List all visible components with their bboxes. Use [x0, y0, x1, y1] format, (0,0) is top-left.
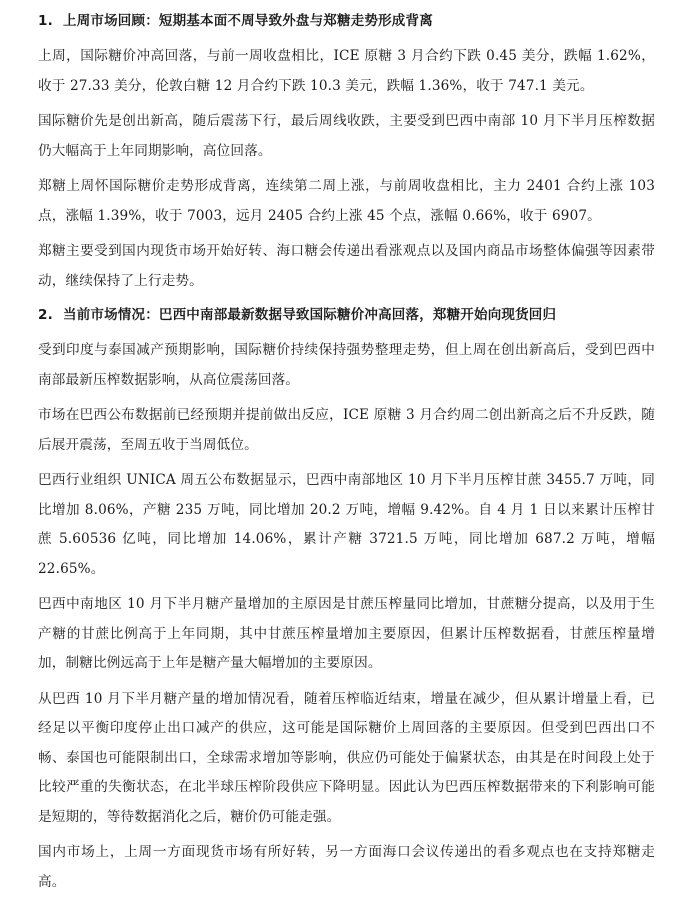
paragraph: 巴西行业组织 UNICA 周五公布数据显示，巴西中南部地区 10 月下半月压榨甘蔗 3455.7 万吨，同比增加 8.06%，产糖 235 万吨，同比增加 20.2 万吨，增幅 9.42%。自 4 月 1 日以来累计压榨甘蔗 5.60536 亿吨，同比增加 14.06%，累计产糖 3721.5 万吨，同比增加 687.2 万吨，增幅 22.65%。	[38, 472, 655, 577]
paragraph: 郑糖主要受到国内现货市场开始好转、海口糖会传递出看涨观点以及国内商品市场整体偏强等因素带动，继续保持了上行走势。	[38, 243, 655, 289]
section-1-title: 上周市场回顾：短期基本面不周导致外盘与郑糖走势形成背离	[63, 13, 433, 29]
paragraph: 国际糖价先是创出新高，随后震荡下行，最后周线收跌，主要受到巴西中南部 10 月下半月压榨数据仍大幅高于上年同期影响，高位回落。	[38, 113, 655, 159]
section-2-number: 2.	[38, 307, 53, 323]
paragraph: 巴西中南地区 10 月下半月糖产量增加的主原因是甘蔗压榨量同比增加，甘蔗糖分提高，以及用于生产糖的甘蔗比例高于上年同期，其中甘蔗压榨量增加主要原因，但累计压榨数据看，甘蔗压榨量增加，制糖比例远高于上年是糖产量大幅增加的主要原因。	[38, 596, 655, 671]
paragraph: 郑糖上周怀国际糖价走势形成背离，连续第二周上涨，与前周收盘相比，主力 2401 合约上涨 103 点，涨幅 1.39%，收于 7003，远月 2405 合约上涨 45 个点，涨幅 0.66%，收于 6907。	[38, 178, 655, 224]
section-1-heading	[38, 8, 655, 34]
section-1-number: 1.	[38, 13, 53, 29]
paragraph: 市场在巴西公布数据前已经预期并提前做出反应，ICE 原糖 3 月合约周二创出新高之后不升反跌，随后展开震荡，至周五收于当周低位。	[38, 407, 655, 453]
paragraph: 从巴西 10 月下半月糖产量的增加情况看，随着压榨临近结束，增量在减少，但从累计增量上看，已经足以平衡印度停止出口减产的供应，这可能是国际糖价上周回落的主要原因。但受到巴西出口不畅、泰国也可能限制出口，全球需求增加等影响，供应仍可能处于偏紧状态，由其是在时间段上处于比较严重的失衡状态，在北半球压榨阶段供应下降明显。因此认为巴西压榨数据带来的下利影响可能是短期的，等待数据消化之后，糖价仍可能走强。	[38, 690, 655, 825]
section-2-title: 当前市场情况：巴西中南部最新数据导致国际糖价冲高回落，郑糖开始向现货回归	[63, 307, 557, 323]
section-2-heading	[38, 302, 655, 328]
paragraph: 国内市场上，上周一方面现货市场有所好转，另一方面海口会议传递出的看多观点也在支持郑糖走高。	[38, 844, 655, 890]
paragraph: 上周，国际糖价冲高回落，与前一周收盘相比，ICE 原糖 3 月合约下跌 0.45 美分，跌幅 1.62%，收于 27.33 美分，伦敦白糖 12 月合约下跌 10.3 美元，跌幅 1.36%，收于 747.1 美元。	[38, 48, 655, 94]
paragraph: 受到印度与泰国减产预期影响，国际糖价持续保持强势整理走势，但上周在创出新高后，受到巴西中南部最新压榨数据影响，从高位震荡回落。	[38, 342, 655, 388]
